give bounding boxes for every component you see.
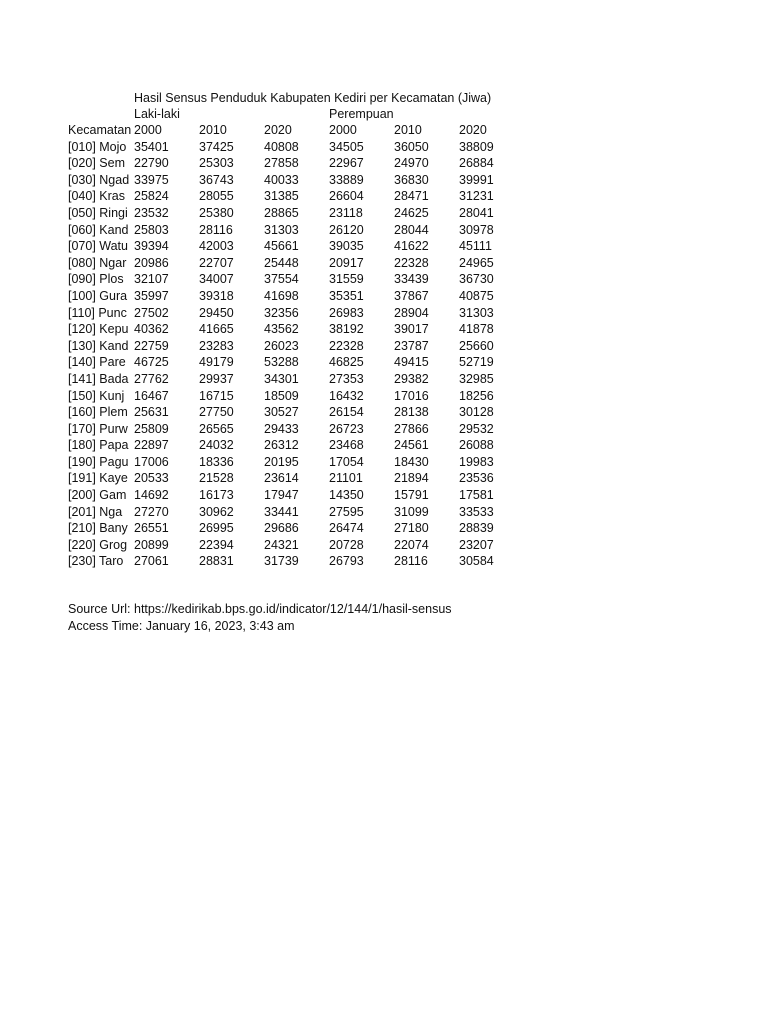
header-male-2020: 2020 <box>264 123 292 137</box>
cell-male-2010: 29937 <box>199 371 234 386</box>
cell-female-2000: 20917 <box>329 255 364 270</box>
cell-male-2000: 20986 <box>134 255 169 270</box>
table-row <box>68 172 524 189</box>
table-row <box>68 421 524 438</box>
cell-female-2000: 26983 <box>329 305 364 320</box>
cell-male-2000: 14692 <box>134 488 169 503</box>
cell-male-2000: 17006 <box>134 454 169 469</box>
table-row <box>68 288 524 305</box>
cell-female-2000: 26474 <box>329 521 364 536</box>
cell-kecamatan: [210] Bany <box>68 521 128 536</box>
source-url: Source Url: https://kedirikab.bps.go.id/indicator/12/144/1/hasil-sensus <box>68 602 452 616</box>
table-header-row <box>68 122 524 139</box>
cell-female-2010: 31099 <box>394 504 429 519</box>
cell-female-2010: 39017 <box>394 322 429 337</box>
cell-male-2010: 37425 <box>199 139 234 154</box>
cell-kecamatan: [050] Ringi <box>68 205 128 220</box>
cell-male-2000: 26551 <box>134 521 169 536</box>
cell-female-2020: 26884 <box>459 156 494 171</box>
cell-male-2000: 22759 <box>134 338 169 353</box>
cell-male-2010: 26565 <box>199 421 234 436</box>
sheet-title: Hasil Sensus Penduduk Kabupaten Kediri per Kecamatan (Jiwa) <box>134 91 492 105</box>
cell-female-2010: 24970 <box>394 156 429 171</box>
cell-female-2000: 26723 <box>329 421 364 436</box>
cell-female-2010: 36050 <box>394 139 429 154</box>
cell-male-2020: 31739 <box>264 554 299 569</box>
header-kecamatan: Kecamatan <box>68 123 132 137</box>
cell-female-2000: 21101 <box>329 471 363 486</box>
table-row <box>68 404 524 421</box>
cell-male-2010: 22394 <box>199 537 234 552</box>
cell-male-2020: 29433 <box>264 421 299 436</box>
cell-male-2000: 22790 <box>134 156 169 171</box>
cell-male-2020: 24321 <box>264 537 299 552</box>
table-row <box>68 487 524 504</box>
header-female-2010: 2010 <box>394 123 422 137</box>
cell-female-2010: 17016 <box>394 388 429 403</box>
cell-female-2020: 23207 <box>459 537 494 552</box>
table-row <box>68 504 524 521</box>
cell-female-2020: 36730 <box>459 272 494 287</box>
table-row <box>68 388 524 405</box>
cell-male-2020: 27858 <box>264 156 299 171</box>
table-row <box>68 139 524 156</box>
cell-male-2020: 26312 <box>264 438 299 453</box>
cell-kecamatan: [020] Sem <box>68 156 125 171</box>
census-table <box>68 122 524 570</box>
cell-kecamatan: [120] Kepu <box>68 322 129 337</box>
cell-female-2000: 26120 <box>329 222 364 237</box>
table-row <box>68 305 524 322</box>
cell-kecamatan: [040] Kras <box>68 189 125 204</box>
cell-female-2010: 28044 <box>394 222 429 237</box>
cell-female-2010: 24625 <box>394 205 429 220</box>
cell-male-2020: 31303 <box>264 222 299 237</box>
cell-kecamatan: [180] Papa <box>68 438 129 453</box>
cell-female-2000: 26793 <box>329 554 364 569</box>
cell-male-2010: 36743 <box>199 172 234 187</box>
cell-female-2020: 23536 <box>459 471 494 486</box>
cell-male-2000: 23532 <box>134 205 169 220</box>
cell-male-2020: 40033 <box>264 172 299 187</box>
cell-female-2000: 26154 <box>329 405 364 420</box>
cell-male-2020: 45661 <box>264 239 299 254</box>
cell-female-2000: 27353 <box>329 371 364 386</box>
cell-male-2010: 22707 <box>199 255 234 270</box>
cell-female-2020: 28041 <box>459 205 494 220</box>
cell-female-2000: 27595 <box>329 504 364 519</box>
cell-male-2000: 39394 <box>134 239 169 254</box>
header-male-2010: 2010 <box>199 123 227 137</box>
cell-male-2010: 41665 <box>199 322 234 337</box>
cell-kecamatan: [090] Plos <box>68 272 124 287</box>
cell-male-2000: 25809 <box>134 421 169 436</box>
cell-kecamatan: [130] Kand <box>68 338 129 353</box>
cell-male-2010: 25303 <box>199 156 234 171</box>
cell-male-2000: 25824 <box>134 189 169 204</box>
cell-female-2020: 31231 <box>459 189 494 204</box>
cell-male-2000: 27762 <box>134 371 169 386</box>
cell-male-2000: 22897 <box>134 438 169 453</box>
cell-male-2020: 28865 <box>264 205 299 220</box>
cell-male-2020: 43562 <box>264 322 299 337</box>
cell-male-2020: 31385 <box>264 189 299 204</box>
table-row <box>68 371 524 388</box>
cell-female-2000: 20728 <box>329 537 364 552</box>
cell-female-2010: 15791 <box>394 488 429 503</box>
cell-male-2020: 26023 <box>264 338 299 353</box>
census-table-body <box>68 139 524 570</box>
cell-male-2010: 23283 <box>199 338 234 353</box>
cell-male-2010: 30962 <box>199 504 234 519</box>
cell-male-2020: 34301 <box>264 371 299 386</box>
cell-female-2000: 26604 <box>329 189 364 204</box>
cell-female-2000: 34505 <box>329 139 364 154</box>
cell-female-2020: 31303 <box>459 305 494 320</box>
table-row <box>68 553 524 570</box>
cell-female-2020: 19983 <box>459 454 494 469</box>
cell-female-2020: 24965 <box>459 255 494 270</box>
cell-kecamatan: [110] Punc <box>68 305 127 320</box>
cell-female-2000: 23468 <box>329 438 364 453</box>
cell-female-2010: 18430 <box>394 454 429 469</box>
cell-kecamatan: [220] Grog <box>68 537 128 552</box>
cell-male-2010: 29450 <box>199 305 234 320</box>
table-row <box>68 454 524 471</box>
cell-male-2020: 30527 <box>264 405 299 420</box>
cell-female-2020: 28839 <box>459 521 494 536</box>
cell-male-2000: 25803 <box>134 222 169 237</box>
cell-female-2010: 27180 <box>394 521 429 536</box>
cell-male-2000: 46725 <box>134 355 169 370</box>
cell-female-2000: 35351 <box>329 288 364 303</box>
cell-female-2020: 39991 <box>459 172 494 187</box>
cell-female-2020: 38809 <box>459 139 494 154</box>
table-row <box>68 271 524 288</box>
cell-male-2020: 32356 <box>264 305 299 320</box>
table-row <box>68 255 524 272</box>
cell-female-2010: 24561 <box>394 438 429 453</box>
cell-male-2000: 27502 <box>134 305 169 320</box>
cell-female-2000: 31559 <box>329 272 364 287</box>
cell-female-2010: 22074 <box>394 537 429 552</box>
cell-male-2020: 29686 <box>264 521 299 536</box>
cell-kecamatan: [191] Kaye <box>68 471 128 486</box>
cell-female-2020: 30978 <box>459 222 494 237</box>
cell-male-2010: 28055 <box>199 189 234 204</box>
cell-male-2020: 33441 <box>264 504 299 519</box>
cell-female-2020: 29532 <box>459 421 494 436</box>
cell-female-2010: 28116 <box>394 554 428 569</box>
cell-female-2020: 33533 <box>459 504 494 519</box>
cell-female-2000: 17054 <box>329 454 364 469</box>
cell-kecamatan: [030] Ngad <box>68 172 130 187</box>
cell-male-2010: 42003 <box>199 239 234 254</box>
cell-male-2010: 24032 <box>199 438 234 453</box>
cell-female-2000: 14350 <box>329 488 364 503</box>
cell-female-2010: 27866 <box>394 421 429 436</box>
cell-male-2020: 17947 <box>264 488 299 503</box>
access-time: Access Time: January 16, 2023, 3:43 am <box>68 619 295 633</box>
cell-female-2020: 25660 <box>459 338 494 353</box>
cell-female-2000: 22967 <box>329 156 364 171</box>
cell-kecamatan: [080] Ngar <box>68 255 127 270</box>
cell-male-2000: 33975 <box>134 172 169 187</box>
cell-female-2010: 37867 <box>394 288 429 303</box>
cell-male-2010: 34007 <box>199 272 234 287</box>
table-row <box>68 354 524 371</box>
cell-female-2020: 30128 <box>459 405 494 420</box>
cell-male-2010: 16715 <box>199 388 234 403</box>
cell-kecamatan: [201] Nga <box>68 504 123 519</box>
cell-female-2020: 52719 <box>459 355 494 370</box>
cell-female-2010: 28138 <box>394 405 429 420</box>
cell-female-2010: 33439 <box>394 272 429 287</box>
table-row <box>68 205 524 222</box>
cell-kecamatan: [230] Taro <box>68 554 124 569</box>
cell-male-2020: 37554 <box>264 272 299 287</box>
cell-female-2020: 17581 <box>459 488 494 503</box>
cell-male-2020: 23614 <box>264 471 299 486</box>
cell-female-2020: 41878 <box>459 322 494 337</box>
table-row <box>68 188 524 205</box>
cell-male-2000: 27061 <box>134 554 169 569</box>
cell-male-2020: 25448 <box>264 255 299 270</box>
cell-male-2000: 40362 <box>134 322 169 337</box>
header-male-2000: 2000 <box>134 123 162 137</box>
table-row <box>68 338 524 355</box>
cell-female-2010: 41622 <box>394 239 429 254</box>
table-row <box>68 238 524 255</box>
cell-male-2010: 39318 <box>199 288 234 303</box>
cell-male-2020: 18509 <box>264 388 299 403</box>
table-row <box>68 470 524 487</box>
cell-female-2000: 39035 <box>329 239 364 254</box>
cell-male-2010: 49179 <box>199 355 234 370</box>
cell-male-2010: 28831 <box>199 554 234 569</box>
cell-female-2010: 28904 <box>394 305 429 320</box>
cell-kecamatan: [140] Pare <box>68 355 126 370</box>
cell-female-2010: 28471 <box>394 189 429 204</box>
table-row <box>68 155 524 172</box>
cell-male-2000: 35997 <box>134 288 169 303</box>
cell-male-2000: 27270 <box>134 504 169 519</box>
cell-female-2010: 22328 <box>394 255 429 270</box>
cell-male-2010: 21528 <box>199 471 234 486</box>
table-row <box>68 321 524 338</box>
cell-female-2020: 26088 <box>459 438 494 453</box>
cell-kecamatan: [100] Gura <box>68 288 128 303</box>
cell-male-2000: 16467 <box>134 388 169 403</box>
cell-female-2020: 40875 <box>459 288 494 303</box>
table-row <box>68 437 524 454</box>
cell-male-2020: 20195 <box>264 454 299 469</box>
cell-kecamatan: [200] Gam <box>68 488 127 503</box>
cell-male-2020: 53288 <box>264 355 299 370</box>
cell-male-2010: 27750 <box>199 405 234 420</box>
cell-male-2020: 40808 <box>264 139 299 154</box>
cell-male-2010: 26995 <box>199 521 234 536</box>
cell-kecamatan: [141] Bada <box>68 371 129 386</box>
cell-male-2000: 35401 <box>134 139 169 154</box>
header-female-2020: 2020 <box>459 123 487 137</box>
group-label-male: Laki-laki <box>134 107 180 121</box>
cell-male-2010: 18336 <box>199 454 234 469</box>
cell-male-2010: 25380 <box>199 205 234 220</box>
cell-male-2020: 41698 <box>264 288 299 303</box>
cell-female-2010: 29382 <box>394 371 429 386</box>
cell-female-2000: 33889 <box>329 172 364 187</box>
cell-female-2010: 21894 <box>394 471 429 486</box>
cell-female-2010: 36830 <box>394 172 429 187</box>
table-row <box>68 222 524 239</box>
cell-female-2000: 16432 <box>329 388 364 403</box>
cell-kecamatan: [160] Plem <box>68 405 128 420</box>
cell-female-2000: 38192 <box>329 322 364 337</box>
cell-female-2000: 46825 <box>329 355 364 370</box>
cell-kecamatan: [170] Purw <box>68 421 128 436</box>
cell-female-2020: 30584 <box>459 554 494 569</box>
cell-female-2010: 23787 <box>394 338 429 353</box>
cell-male-2010: 16173 <box>199 488 234 503</box>
cell-female-2000: 23118 <box>329 205 363 220</box>
group-label-female: Perempuan <box>329 107 394 121</box>
cell-male-2000: 20533 <box>134 471 169 486</box>
cell-kecamatan: [190] Pagu <box>68 454 129 469</box>
cell-male-2010: 28116 <box>199 222 233 237</box>
header-female-2000: 2000 <box>329 123 357 137</box>
cell-male-2000: 25631 <box>134 405 169 420</box>
cell-male-2000: 20899 <box>134 537 169 552</box>
cell-kecamatan: [060] Kand <box>68 222 129 237</box>
table-row <box>68 537 524 554</box>
cell-female-2020: 32985 <box>459 371 494 386</box>
cell-male-2000: 32107 <box>134 272 169 287</box>
cell-kecamatan: [010] Mojo <box>68 139 127 154</box>
cell-female-2010: 49415 <box>394 355 429 370</box>
cell-female-2020: 18256 <box>459 388 494 403</box>
cell-kecamatan: [070] Watu <box>68 239 128 254</box>
table-row <box>68 520 524 537</box>
cell-female-2020: 45111 <box>459 239 492 254</box>
cell-female-2000: 22328 <box>329 338 364 353</box>
cell-kecamatan: [150] Kunj <box>68 388 125 403</box>
